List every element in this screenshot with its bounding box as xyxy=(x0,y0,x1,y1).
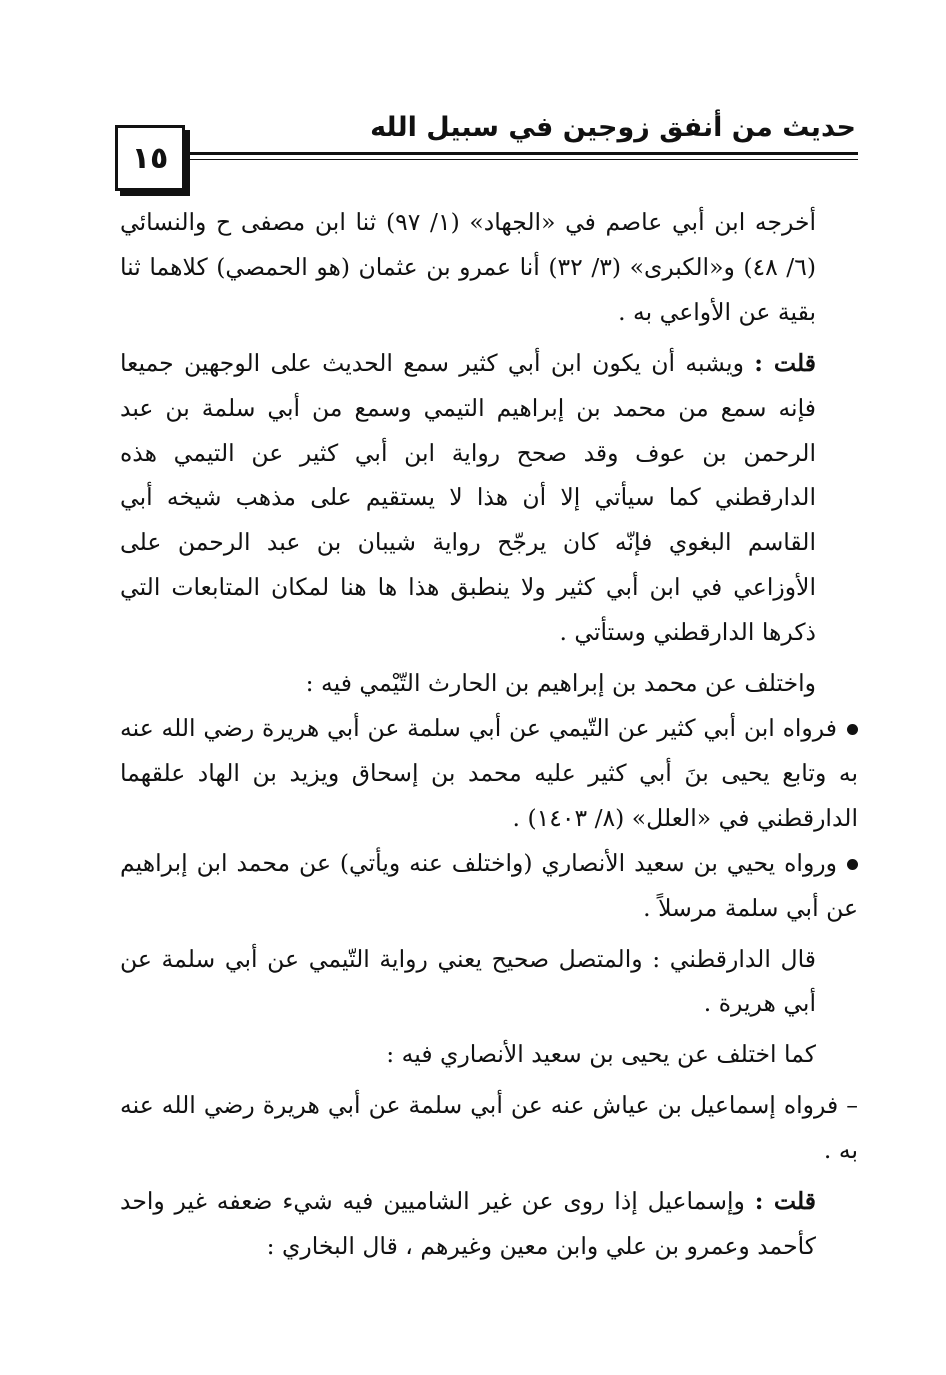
paragraph-qultu-1 xyxy=(120,341,858,655)
bullet-icon xyxy=(847,859,858,870)
bullet-item-1-text: فرواه ابن أبي كثير عن التّيمي عن أبي سلمة عن أبي هريرة رضي الله عنه به وتابع يحيى بنَ أبي كثير عليه محمد بن إسحاق ويزيد بن الهاد علقهما الدارقطني في «العلل» (٨/ ١٤٠٣) . xyxy=(120,713,858,832)
paragraph-ikhtalafa-2: كما اختلف عن يحيى بن سعيد الأنصاري فيه : xyxy=(386,1040,816,1069)
header-rule-thin xyxy=(186,159,858,160)
bullet-item-1 xyxy=(120,706,858,841)
running-header-title: حديث من أنفق زوجين في سبيل الله xyxy=(370,112,856,143)
paragraph-ikhtalafa-1: واختلف عن محمد بن إبراهيم بن الحارث التّيْمي فيه : xyxy=(305,669,816,698)
bullet-item-2-text: ورواه يحيي بن سعيد الأنصاري (واختلف عنه ويأتي) عن محمد ابن إبراهيم عن أبي سلمة مرسلاً . xyxy=(120,848,858,922)
bullet-item-2 xyxy=(120,841,858,931)
bullet-icon xyxy=(847,724,858,735)
header-rule-thick xyxy=(186,152,858,155)
page-number-box xyxy=(115,125,185,191)
page-number: ١٥ xyxy=(131,140,169,176)
paragraph-daraqutni: قال الدارقطني : والمتصل صحيح يعني رواية التّيمي عن أبي سلمة عن أبي هريرة . xyxy=(120,944,816,1018)
qultu-label: قلت : xyxy=(754,1187,816,1216)
paragraph-qultu-1-text: ويشبه أن يكون ابن أبي كثير سمع الحديث على الوجهين جميعا فإنه سمع من محمد بن إبراهيم التيمي وسمع من أبي سلمة بن عبد الرحمن بن عوف وقد صحح رواية ابن أبي كثير عن التيمي هذه الدارقطني كما سيأتي إلا أن هذا لا يستقيم على مذهب شيخه أبي القاسم البغوي فإنّه كان يرجّح رواية شيبان بن عبد الرحمن على الأوزاعي في ابن أبي كثير ولا ينطبق هذا ها هنا لمكان المتابعات التي ذكرها الدارقطني وستأتي . xyxy=(120,348,816,647)
paragraph-takhrij: أخرجه ابن أبي عاصم في «الجهاد» (١/ ٩٧) ثنا ابن مصفى ح والنسائي (٦/ ٤٨) و«الكبرى» (٣/ ٣٢) أنا عمرو بن عثمان (هو الحمصي) كلاهما ثنا بقية عن الأواعي به . xyxy=(120,208,817,326)
qultu-label: قلت : xyxy=(754,348,816,377)
paragraph-qultu-2-text: وإسماعيل إذا روى عن غير الشاميين فيه شيء ضعفه غير واحد كأحمد وعمرو بن علي وابن معين وغيرهم ، قال البخاري : xyxy=(120,1187,816,1260)
body-text xyxy=(120,200,858,1269)
dash-item: – فرواه إسماعيل بن عياش عنه عن أبي سلمة عن أبي هريرة رضي الله عنه به . xyxy=(120,1091,858,1165)
paragraph-qultu-2 xyxy=(120,1179,858,1269)
